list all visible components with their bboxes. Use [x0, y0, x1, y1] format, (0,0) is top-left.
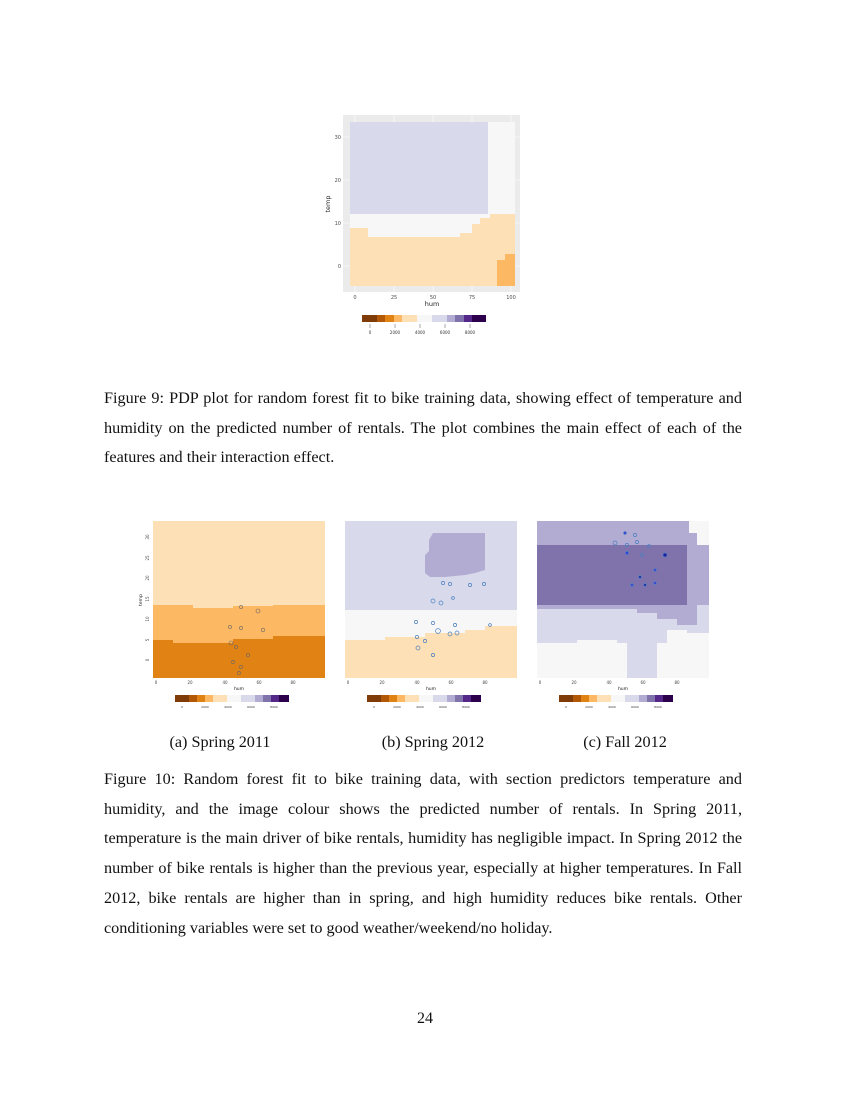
legend-tick-label: 0	[368, 330, 372, 335]
data-point	[639, 576, 642, 579]
color-legend	[175, 695, 289, 709]
legend-tick-label: 2000	[201, 705, 209, 709]
x-tick-label: 100	[506, 295, 516, 301]
x-tick-label: 20	[187, 680, 193, 685]
x-tick-label: 20	[571, 680, 577, 685]
x-tick-label: 60	[256, 680, 262, 685]
legend-swatch	[205, 695, 213, 702]
heat-cell-low2	[505, 254, 515, 260]
figure-9-caption: Figure 9: PDP plot for random forest fit to bike training data, showing effect of temperature and humidity on the predicted number of rentals. The plot combines the main effect of each of the features and their interaction effect.	[104, 389, 742, 467]
legend-swatch	[625, 695, 639, 702]
legend-tick-label: 4000	[608, 705, 616, 709]
heat-cell-low	[497, 260, 515, 286]
legend-swatch	[255, 695, 263, 702]
x-tick-label: 60	[640, 680, 646, 685]
legend-swatch	[611, 695, 625, 702]
x-tick-label: 0	[538, 680, 542, 685]
legend-swatch	[381, 695, 389, 702]
y-axis-label: temp	[139, 594, 144, 606]
x-axis-label: hum	[425, 687, 437, 692]
legend-swatch	[175, 695, 189, 702]
legend-tick-label: 2000	[389, 330, 401, 335]
x-tick-label: 0	[154, 680, 158, 685]
subcaption-a: (a) Spring 2011	[169, 733, 271, 751]
legend-tick-label: 6000	[439, 705, 447, 709]
data-point	[654, 569, 657, 572]
legend-swatch	[655, 695, 663, 702]
x-tick-label: 50	[429, 295, 437, 301]
legend-tick-label: 0	[565, 705, 567, 709]
legend-swatch	[559, 695, 573, 702]
x-axis-label: hum	[424, 300, 440, 308]
x-tick-label: 20	[379, 680, 385, 685]
x-tick-label: 40	[222, 680, 228, 685]
data-point	[631, 584, 634, 587]
x-tick-label: 80	[674, 680, 680, 685]
legend-swatch	[647, 695, 655, 702]
legend-swatch	[367, 695, 381, 702]
heat-cell-highest	[425, 533, 485, 577]
legend-swatch	[189, 695, 197, 702]
legend-tick-label: 6000	[631, 705, 639, 709]
legend-swatch	[581, 695, 589, 702]
legend-swatch	[213, 695, 227, 702]
legend-swatch	[394, 315, 402, 322]
legend-tick-label: 4000	[416, 705, 424, 709]
legend-swatch	[639, 695, 647, 702]
x-tick-label: 80	[482, 680, 488, 685]
y-tick-label: 0	[337, 264, 341, 270]
legend-swatch	[455, 315, 464, 322]
y-tick-label: 30	[334, 135, 341, 141]
x-tick-label: 0	[346, 680, 350, 685]
y-axis-label: temp	[324, 195, 332, 213]
x-tick-label: 0	[353, 295, 357, 301]
figure-10b-plot	[325, 515, 525, 715]
legend-swatch	[447, 315, 455, 322]
legend-swatch	[419, 695, 433, 702]
data-point	[625, 551, 628, 554]
legend-swatch	[377, 315, 385, 322]
figure-9-plot	[300, 108, 540, 348]
legend-swatch	[663, 695, 673, 702]
legend-swatch	[471, 695, 481, 702]
y-tick-label: 25	[145, 555, 150, 561]
subcaption-b: (b) Spring 2012	[381, 733, 485, 751]
legend-swatch	[389, 695, 397, 702]
y-tick-label: 5	[145, 638, 150, 642]
legend-swatch	[271, 695, 279, 702]
legend-tick-label: 0	[373, 705, 375, 709]
legend-swatch	[402, 315, 417, 322]
x-tick-label: 60	[448, 680, 454, 685]
y-tick-label: 0	[145, 658, 150, 662]
data-point	[663, 553, 667, 557]
legend-tick-label: 4000	[414, 330, 426, 335]
figure-10c-plot	[517, 515, 717, 715]
subcaption-c: (c) Fall 2012	[583, 733, 667, 751]
heat-cell-high	[350, 122, 488, 214]
x-axis-label: hum	[617, 687, 629, 692]
color-legend	[559, 695, 673, 709]
x-tick-label: 75	[468, 295, 476, 301]
x-tick-label: 40	[414, 680, 420, 685]
x-tick-label: 40	[606, 680, 612, 685]
legend-swatch	[241, 695, 255, 702]
legend-swatch	[279, 695, 289, 702]
x-tick-label: 25	[390, 295, 398, 301]
y-tick-label: 20	[334, 178, 341, 184]
legend-swatch	[464, 315, 472, 322]
y-tick-label: 20	[145, 575, 150, 581]
legend-swatch	[455, 695, 463, 702]
data-point	[644, 584, 647, 587]
legend-swatch	[432, 315, 447, 322]
x-axis-label: hum	[233, 687, 245, 692]
data-point	[654, 582, 657, 585]
legend-swatch	[433, 695, 447, 702]
legend-swatch	[447, 695, 455, 702]
legend-swatch	[463, 695, 471, 702]
legend-swatch	[589, 695, 597, 702]
legend-swatch	[197, 695, 205, 702]
x-tick-label: 80	[290, 680, 296, 685]
legend-tick-label: 8000	[654, 705, 662, 709]
legend-tick-label: 2000	[393, 705, 401, 709]
y-tick-label: 30	[145, 534, 150, 540]
legend-swatch	[472, 315, 486, 322]
figure-10a-plot	[133, 515, 333, 715]
legend-tick-label: 4000	[224, 705, 232, 709]
legend-swatch	[397, 695, 405, 702]
legend-swatch	[263, 695, 271, 702]
legend-tick-label: 8000	[464, 330, 476, 335]
figure-10-caption: Figure 10: Random forest fit to bike training data, with section predictors temperature and humidity, and the image colour shows the predicted number of rentals. In Spring 2011, temperature is the main driver of bike rentals, humidity has negligible impact. In Spring 2012 the number of bike rentals is higher than the previous year, especially at higher temperatures. In Fall 2012, bike rentals are higher than in spring, and high humidity reduces bike rentals. Other conditioning variables were set to good weather/weekend/no holiday.	[104, 770, 742, 937]
legend-swatch	[405, 695, 419, 702]
legend-swatch	[597, 695, 611, 702]
page-number: 24	[417, 1010, 433, 1027]
legend-swatch	[573, 695, 581, 702]
y-tick-label: 10	[334, 221, 341, 227]
legend-tick-label: 0	[181, 705, 183, 709]
color-legend	[367, 695, 481, 709]
data-point	[624, 532, 627, 535]
y-tick-label: 15	[145, 596, 150, 602]
color-legend	[362, 315, 486, 335]
legend-tick-label: 8000	[270, 705, 278, 709]
legend-swatch	[417, 315, 432, 322]
y-tick-label: 10	[145, 616, 150, 622]
legend-tick-label: 2000	[585, 705, 593, 709]
legend-tick-label: 6000	[247, 705, 255, 709]
legend-swatch	[362, 315, 377, 322]
legend-swatch	[227, 695, 241, 702]
legend-tick-label: 8000	[462, 705, 470, 709]
legend-tick-label: 6000	[439, 330, 451, 335]
legend-swatch	[385, 315, 394, 322]
